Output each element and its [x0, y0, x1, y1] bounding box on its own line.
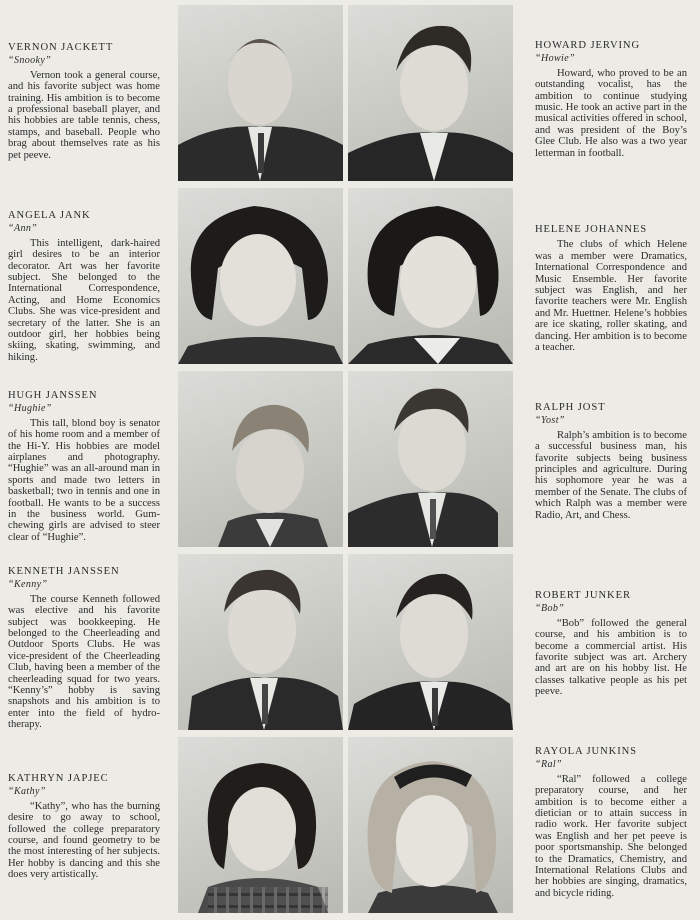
bio-helene — [535, 224, 687, 353]
student-bio: This tall, blond boy is senator of his home room and a member of the Hi-Y. His hobbies are model airplanes and photography. “Hughie” was an all-around man in sports and made two letters in basketball; two in tennis and one in football. He wants to be a success in the business world. Gum-chewing girls are advised to steer clear of “Hughie”. — [8, 417, 160, 543]
portrait-angela — [178, 188, 343, 364]
student-bio: “Bob” followed the general course, and his ambition is to become a commercial artist. His favorite subject was art. Archery and art are on his hobby list. He classes talkative people as his pet peeve. — [535, 617, 687, 698]
student-nickname: “Howie” — [535, 53, 576, 65]
bio-hugh — [8, 390, 160, 543]
portrait-vernon — [178, 5, 343, 181]
student-bio: The course Kenneth followed was elective and his favorite subject was bookkeeping. He belonged to the Cheerleading and Outdoor Sports Clubs. He was vice-president of the Cheerleading Club, having been a member of the cheerleading squad for two years. “Kenny’s” hobby is saving snapshots and his ambition is to enter into the field of hydro-therapy. — [8, 593, 160, 731]
student-bio: Vernon took a general course, and his favorite subject was home training. His ambition is to become a professional baseball player, and his hobbies are table tennis, chess, stamps, and baseball. People who brag about themselves rate as his pet peeve. — [8, 69, 160, 161]
bio-rayola — [535, 746, 687, 899]
bio-kathryn — [8, 773, 160, 881]
student-bio: The clubs of which Helene was a member were Dramatics, International Correspondence and Music Ensemble. Her favorite subject was English, and her favorite teachers were Mr. English and Mr. Huettner. Helene’s hobbies are ice skating, roller skating, and dancing. Her ambition is to become a teacher. — [535, 239, 687, 354]
student-name: VERNON JACKETT — [8, 42, 114, 53]
student-bio: “Kathy”, who has the burning desire to go away to school, followed the college preparatory course, and found geometry to be the most interesting of her subjects. Her hobby is dancing and this she does very artistically. — [8, 800, 160, 881]
bio-angela — [8, 210, 160, 363]
portrait-ralph — [348, 371, 513, 547]
student-name: KENNETH JANSSEN — [8, 566, 120, 577]
student-bio: Ralph’s ambition is to become a successful business man, his favorite subjects being business principles and agriculture. During his sophomore year he was a member of the Senate. The clubs of which Ralph was a member were Radio, Art, and Chess. — [535, 429, 687, 521]
student-name: HOWARD JERVING — [535, 40, 641, 51]
student-name: RAYOLA JUNKINS — [535, 746, 637, 757]
student-name: KATHRYN JAPJEC — [8, 773, 109, 784]
bio-howard — [535, 40, 687, 159]
portrait-helene — [348, 188, 513, 364]
student-nickname: “Kenny” — [8, 579, 48, 591]
student-name: ROBERT JUNKER — [535, 590, 631, 601]
bio-ralph — [535, 402, 687, 521]
student-nickname: “Ral” — [535, 759, 563, 771]
student-bio: This intelligent, dark-haired girl desires to be an interior decorator. Art was her favorite subject. She belonged to the International Correspondence, Acting, and Home Economics Clubs. She was vice-president and secretary of the latter. She is an outdoor girl, her hobbies being skiing, skating, swimming, and hiking. — [8, 237, 160, 363]
portrait-howard — [348, 5, 513, 181]
bio-robert — [535, 590, 687, 698]
bio-vernon — [8, 42, 160, 161]
student-bio: Howard, who proved to be an outstanding vocalist, has the ambition to continue studying music. He took an active part in the musical activities offered in school, and was president of the Boy’s Glee Club. He also was a two year letterman in football. — [535, 67, 687, 159]
student-name: ANGELA JANK — [8, 210, 91, 221]
portrait-robert — [348, 554, 513, 730]
portrait-hugh — [178, 371, 343, 547]
student-nickname: “Kathy” — [8, 786, 46, 798]
student-nickname: “Ann” — [8, 223, 38, 235]
student-name: RALPH JOST — [535, 402, 606, 413]
student-name: HUGH JANSSEN — [8, 390, 98, 401]
student-nickname: “Snooky” — [8, 55, 52, 67]
student-nickname: “Yost” — [535, 415, 565, 427]
student-nickname: “Hughie” — [8, 403, 52, 415]
student-nickname: “Bob” — [535, 603, 565, 615]
portrait-kenneth — [178, 554, 343, 730]
portrait-rayola — [348, 737, 513, 913]
student-name: HELENE JOHANNES — [535, 224, 648, 235]
student-bio: “Ral” followed a college preparatory course, and her ambition is to become either a dietician or to attain success in radio work. Her favorite subject was English and her pet peeve is poor sportsmanship. She belonged to the Dramatics, Chemistry, and International Relations Clubs and her hobbies are singing, dramatics, and bicycle riding. — [535, 773, 687, 899]
bio-kenneth — [8, 566, 160, 731]
portrait-kathryn — [178, 737, 343, 913]
